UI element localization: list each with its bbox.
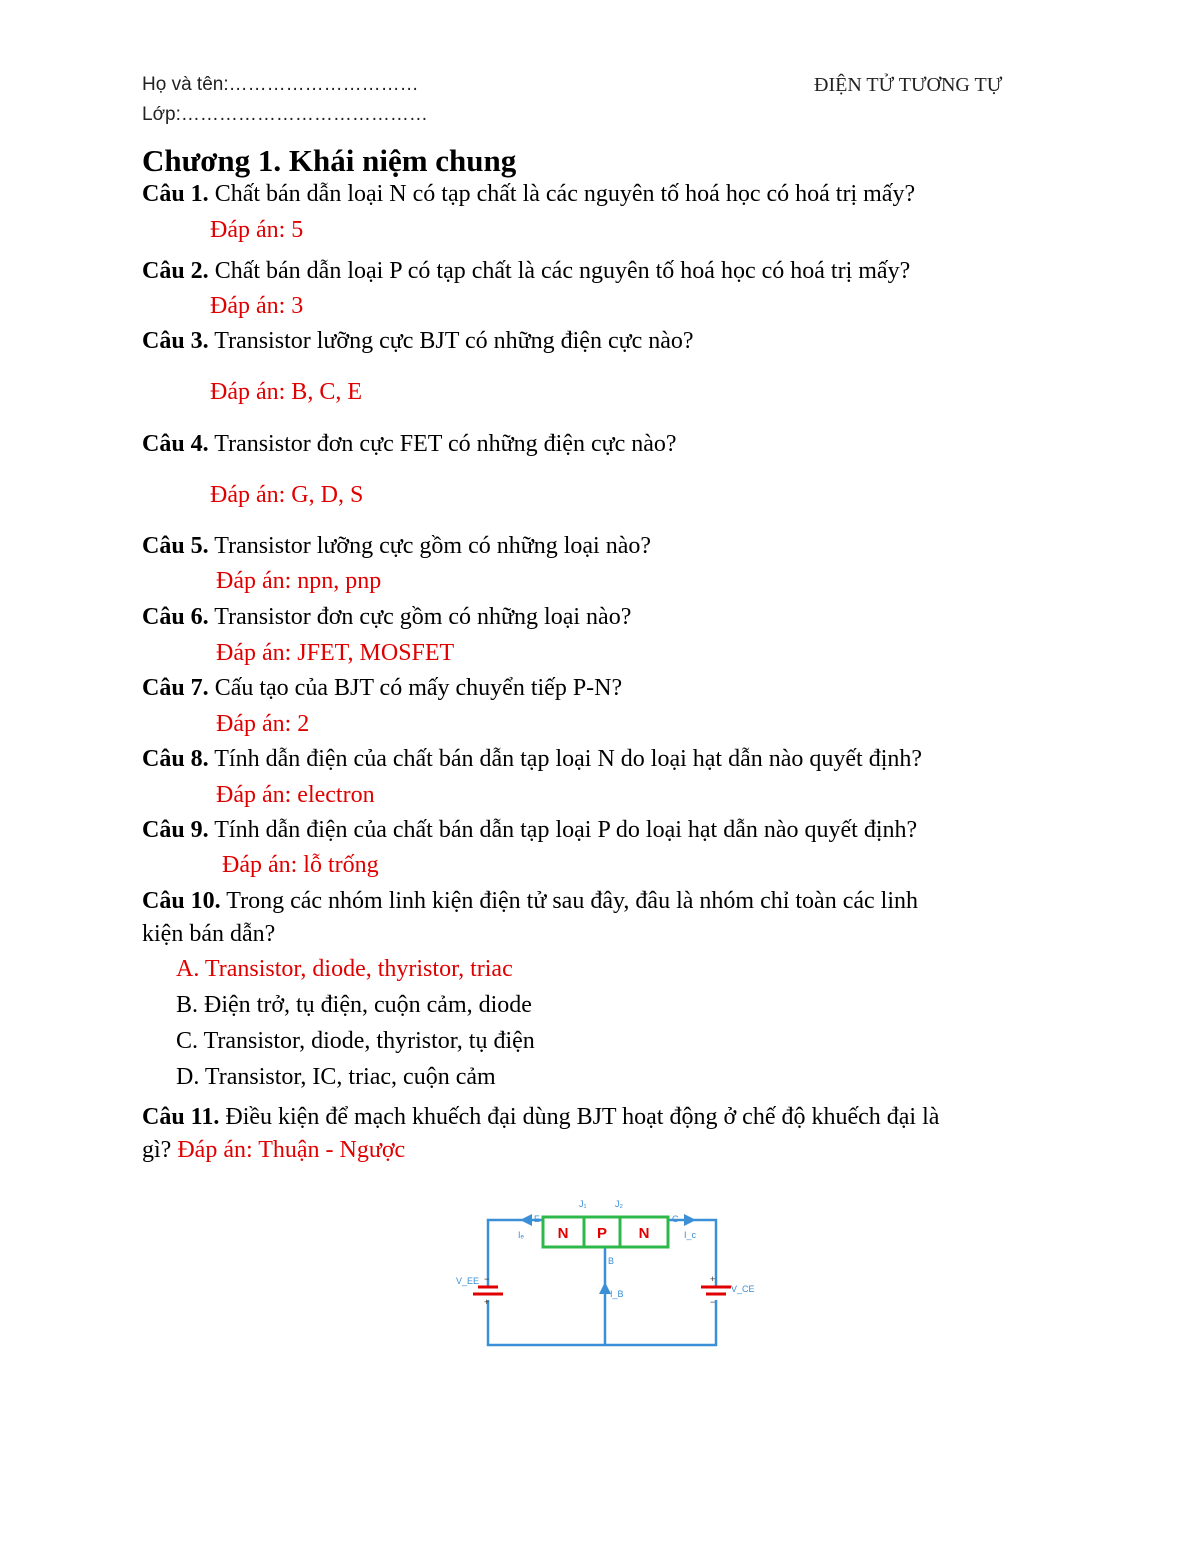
answer-1: Đáp án: 5 [210,217,304,243]
question-9: Câu 9. Tính dẫn điện của chất bán dẫn tạp loại P do loại hạt dẫn nào quyết định? [142,817,918,843]
vee-plus-sign: + [484,1297,490,1307]
question-6: Câu 6. Transistor đơn cực gồm có những loại nào? [142,604,632,630]
answer-7: Đáp án: 2 [216,711,310,737]
vce-plus-sign: + [710,1274,716,1284]
vee-minus-sign: − [484,1274,490,1284]
option-a: A. Transistor, diode, thyristor, triac [176,956,513,982]
region-p: P [596,1225,608,1242]
answer-6: Đáp án: JFET, MOSFET [216,640,455,666]
answer-3: Đáp án: B, C, E [210,379,362,405]
junction-1-label: J₁ [579,1199,587,1209]
emitter-current-arrow [520,1214,532,1226]
vce-source-label: V_CE [731,1284,755,1294]
vce-minus-sign: − [710,1297,716,1307]
student-name-label: Họ và tên:………………………… [142,74,419,95]
question-5: Câu 5. Transistor lưỡng cực gồm có những loại nào? [142,533,652,559]
terminal-b-label: B [608,1256,615,1266]
vee-source-label: V_EE [456,1276,480,1286]
vce-battery-icon [701,1287,731,1294]
question-3: Câu 3. Transistor lưỡng cực BJT có những điện cực nào? [142,328,694,354]
option-d: D. Transistor, IC, triac, cuộn cảm [176,1064,496,1090]
answer-11: Đáp án: Thuận - Ngược [177,1137,406,1163]
question-10-continued: kiện bán dẫn? [142,921,276,947]
terminal-e-label: E [534,1214,541,1224]
option-b: B. Điện trở, tụ điện, cuộn cảm, diode [176,992,532,1018]
junction-2-label: J₂ [615,1199,623,1209]
answer-5: Đáp án: npn, pnp [216,568,382,594]
region-n-left: N [557,1225,569,1242]
question-1: Câu 1. Chất bán dẫn loại N có tạp chất là các nguyên tố hoá học có hoá trị mấy? [142,181,916,207]
answer-8: Đáp án: electron [216,782,375,808]
subject-title: ĐIỆN TỬ TƯƠNG TỰ [814,74,1003,96]
npn-transistor-circuit-diagram [448,1192,760,1357]
question-7: Câu 7. Cấu tạo của BJT có mấy chuyển tiếp P-N? [142,675,623,701]
region-n-right: N [638,1225,650,1242]
question-11: Câu 11. Điều kiện để mạch khuếch đại dùng BJT hoạt động ở chế độ khuếch đại là [142,1104,940,1130]
terminal-c-label: C [672,1214,679,1224]
answer-2: Đáp án: 3 [210,293,304,319]
collector-current-label: I_c [684,1230,697,1240]
question-2: Câu 2. Chất bán dẫn loại P có tạp chất là các nguyên tố hoá học có hoá trị mấy? [142,258,911,284]
question-11-continued: gì? Đáp án: Thuận - Ngược [142,1137,406,1163]
answer-4: Đáp án: G, D, S [210,482,364,508]
question-4: Câu 4. Transistor đơn cực FET có những điện cực nào? [142,431,677,457]
question-8: Câu 8. Tính dẫn điện của chất bán dẫn tạp loại N do loại hạt dẫn nào quyết định? [142,746,923,772]
option-c: C. Transistor, diode, thyristor, tụ điện [176,1028,535,1054]
chapter-title: Chương 1. Khái niệm chung [142,143,517,178]
emitter-current-label: Iₑ [518,1230,524,1240]
npn-semiconductor-block [543,1217,668,1247]
question-10: Câu 10. Trong các nhóm linh kiện điện tử sau đây, đâu là nhóm chỉ toàn các linh [142,888,918,914]
answer-9: Đáp án: lỗ trống [222,852,379,878]
base-current-label: I_B [610,1289,624,1299]
vee-battery-icon [473,1287,503,1294]
collector-current-arrow [684,1214,696,1226]
class-label: Lớp:………………………………… [142,104,428,125]
